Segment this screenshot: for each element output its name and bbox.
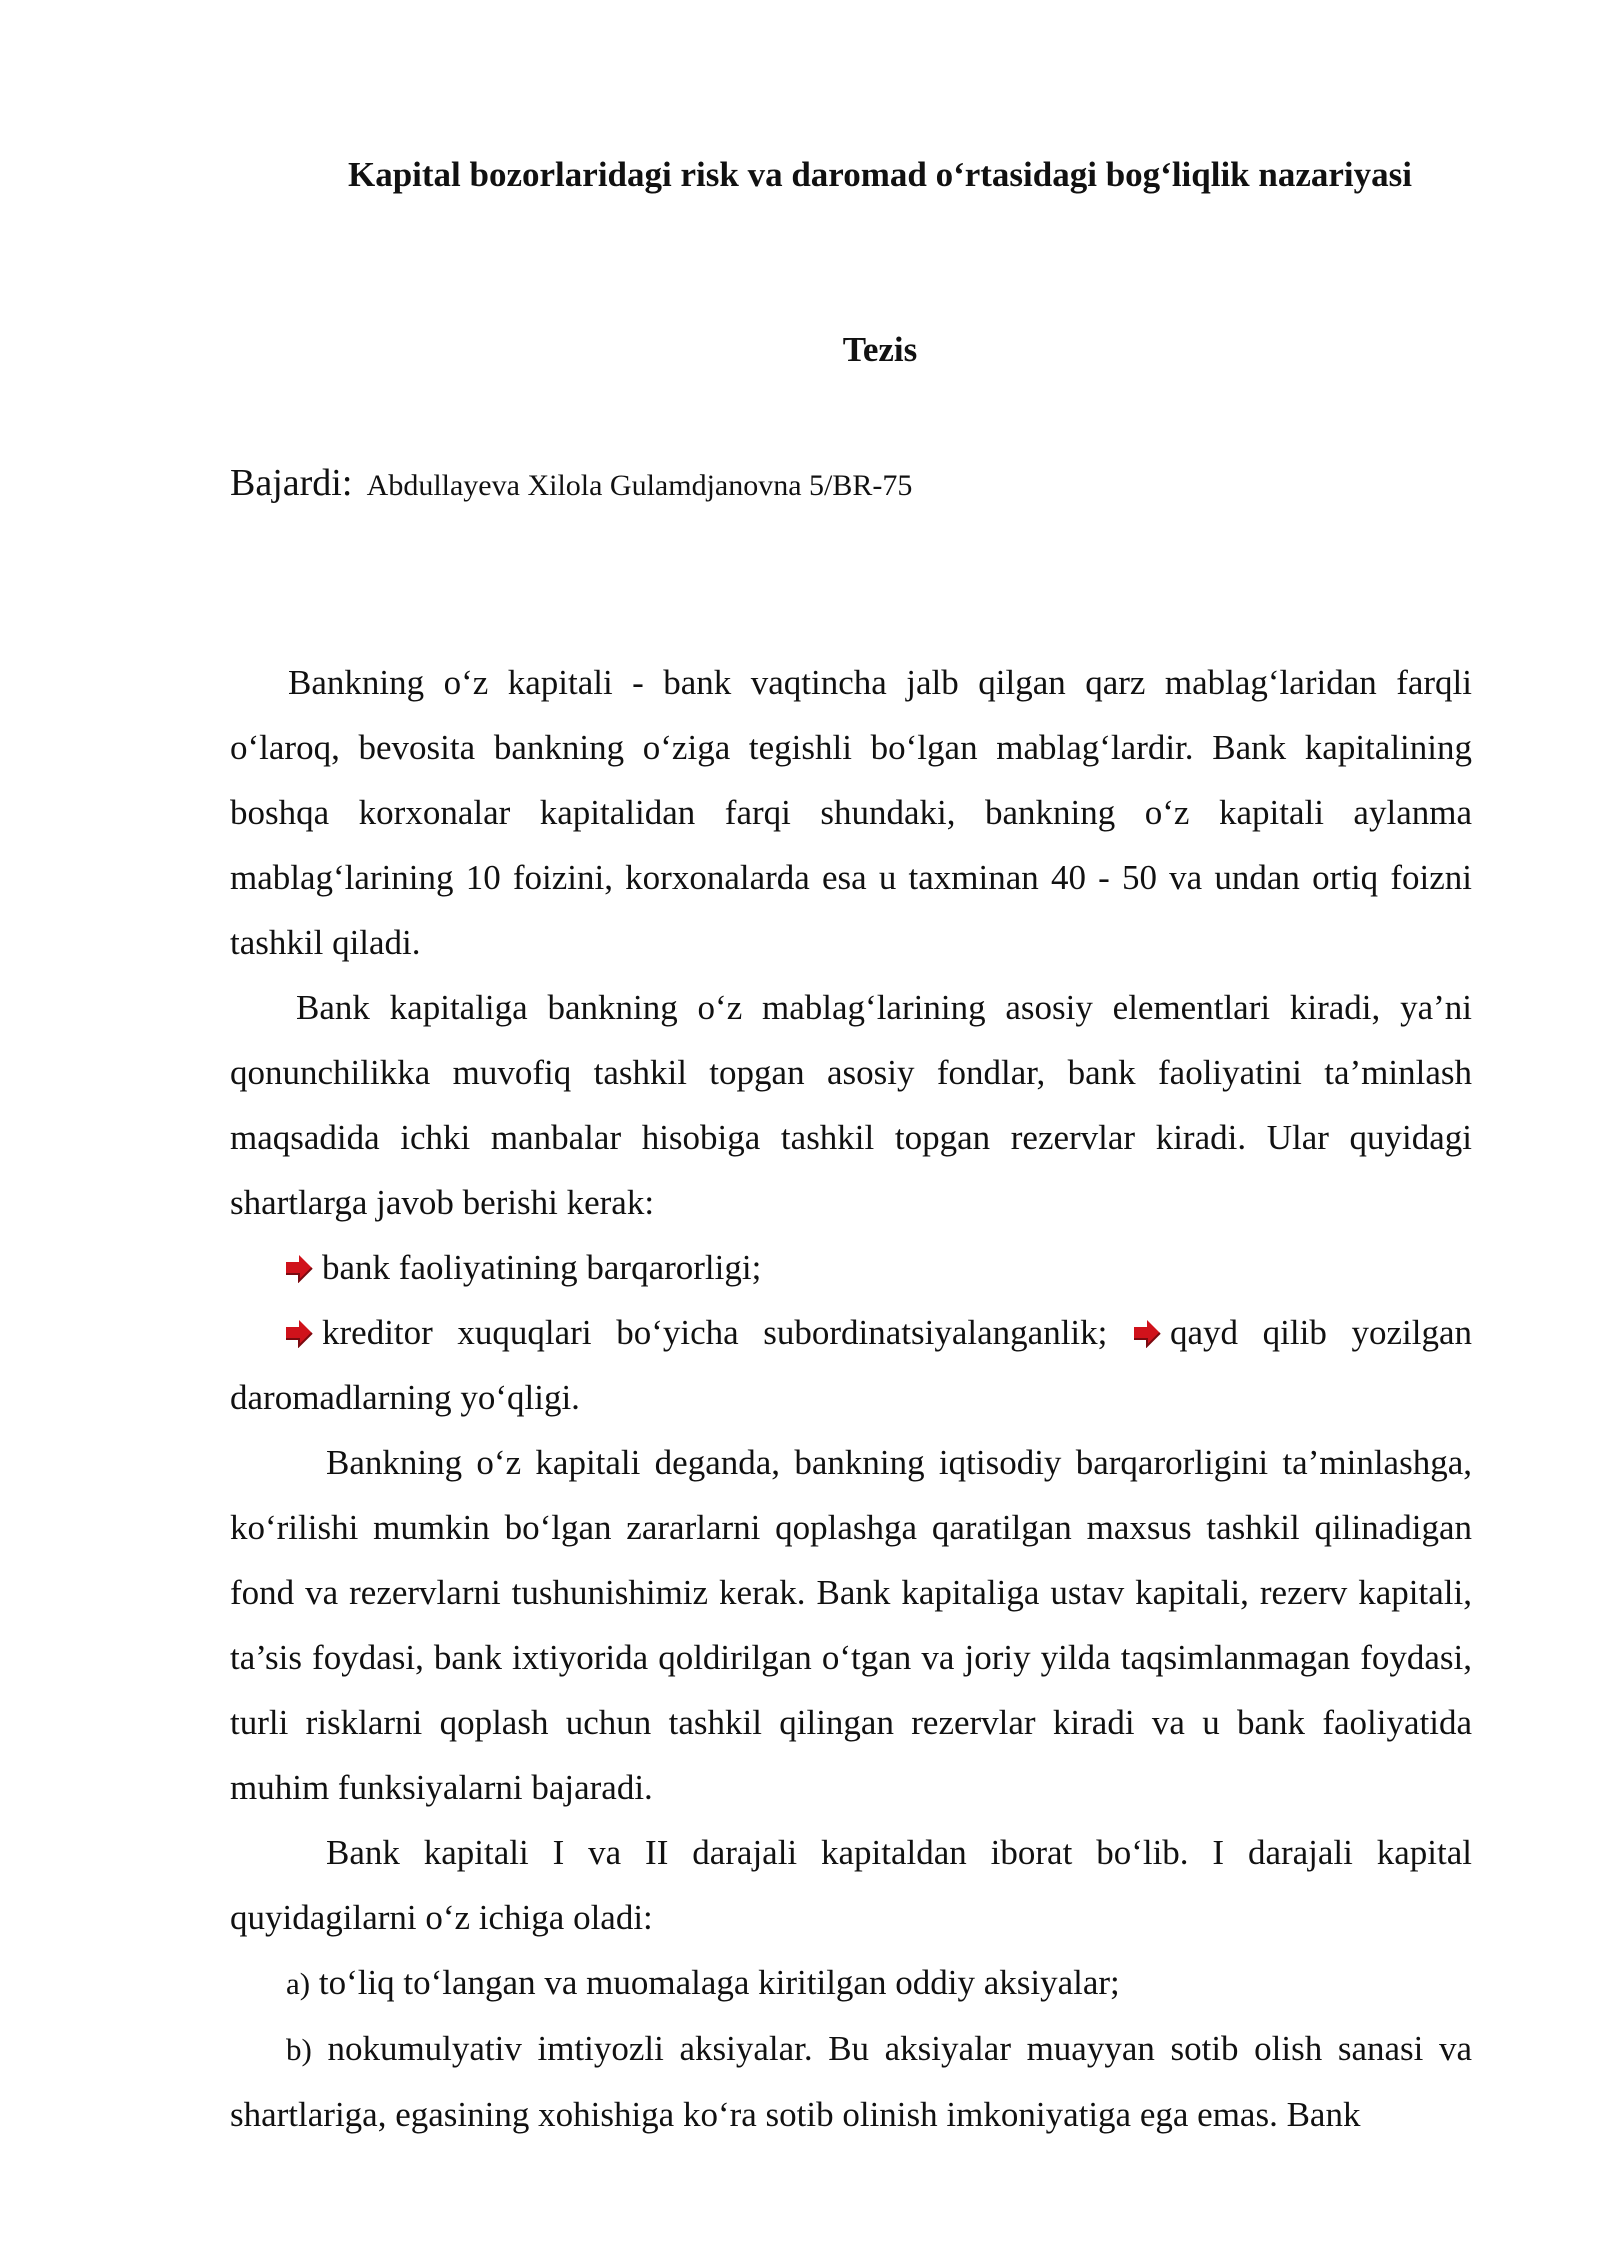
document-subtitle: Tezis: [842, 330, 918, 369]
list-text-a: to‘liq to‘langan va muomalaga kiritilgan oddiy aksiyalar;: [318, 1963, 1120, 2002]
bullet-item-1: [230, 1235, 1472, 1300]
paragraph-1: Bankning o‘z kapitali - bank vaqtincha jalb qilgan qarz mablag‘laridan farqli o‘laroq, bevosita bankning o‘ziga tegishli bo‘lgan mablag‘lardir. Bank kapitalining boshqa korxonalar kapitalidan farqi shundaki, bankning o‘z kapitali aylanma mablag‘larining 10 foizini, korxonalarda esa u taxminan 40 - 50 va undan ortiq foizni tashkil qiladi.: [230, 663, 1472, 962]
bullet-text-1: bank faoliyatining barqarorligi;: [322, 1248, 762, 1287]
bullet-item-2: [230, 1300, 1472, 1430]
list-item-a: [230, 1950, 1472, 2016]
list-item-b: [230, 2016, 1472, 2147]
bullet-text-2: kreditor xuquqlari bo‘yicha subordinatsiyalanganlik;: [322, 1313, 1108, 1352]
red-arrow-icon: [284, 1253, 314, 1283]
author-line: [230, 458, 912, 511]
author-label: Bajardi:: [230, 462, 353, 504]
paragraph-3: Bankning o‘z kapitali deganda, bankning iqtisodiy barqarorligini ta’minlashga, ko‘rilishi mumkin bo‘lgan zararlarni qoplashga qaratilgan maxsus tashkil qilinadigan fond va rezervlarni tushunishimiz kerak. Bank kapitaliga ustav kapitali, rezerv kapitali, ta’sis foydasi, bank ixtiyorida qoldirilgan o‘tgan va joriy yilda taqsimlanmagan foydasi, turli risklarni qoplash uchun tashkil qilingan rezervlar kiradi va u bank faoliyatida muhim funksiyalarni bajaradi.: [230, 1443, 1472, 1807]
paragraph-2: Bank kapitaliga bankning o‘z mablag‘larining asosiy elementlari kiradi, ya’ni qonunchilikka muvofiq tashkil topgan asosiy fondlar, bank faoliyatini ta’minlash maqsadida ichki manbalar hisobiga tashkil topgan rezervlar kiradi. Ular quyidagi shartlarga javob berishi kerak:: [230, 988, 1472, 1222]
document-body: [230, 650, 1472, 2147]
list-text-b: nokumulyativ imtiyozli aksiyalar. Bu aksiyalar muayyan sotib olish sanasi va shartlariga, egasining xohishiga ko‘ra sotib olinish imkoniyatiga ega emas. Bank: [230, 2029, 1472, 2134]
author-value: Abdullayeva Xilola Gulamdjanovna 5/BR-75: [366, 469, 913, 502]
red-arrow-icon: [284, 1318, 314, 1348]
paragraph-4: Bank kapitali I va II darajali kapitaldan iborat bo‘lib. I darajali kapital quyidagilarni o‘z ichiga oladi:: [230, 1833, 1472, 1937]
list-marker-a: a): [286, 1966, 311, 2001]
red-arrow-icon: [1132, 1318, 1162, 1348]
list-marker-b: b): [286, 2032, 312, 2067]
bullet-text-3: qayd qilib yozilgan daromadlarning yo‘qligi.: [230, 1313, 1473, 1417]
document-title: Kapital bozorlaridagi risk va daromad o‘rtasidagi bog‘liqlik nazariyasi: [347, 155, 1412, 194]
